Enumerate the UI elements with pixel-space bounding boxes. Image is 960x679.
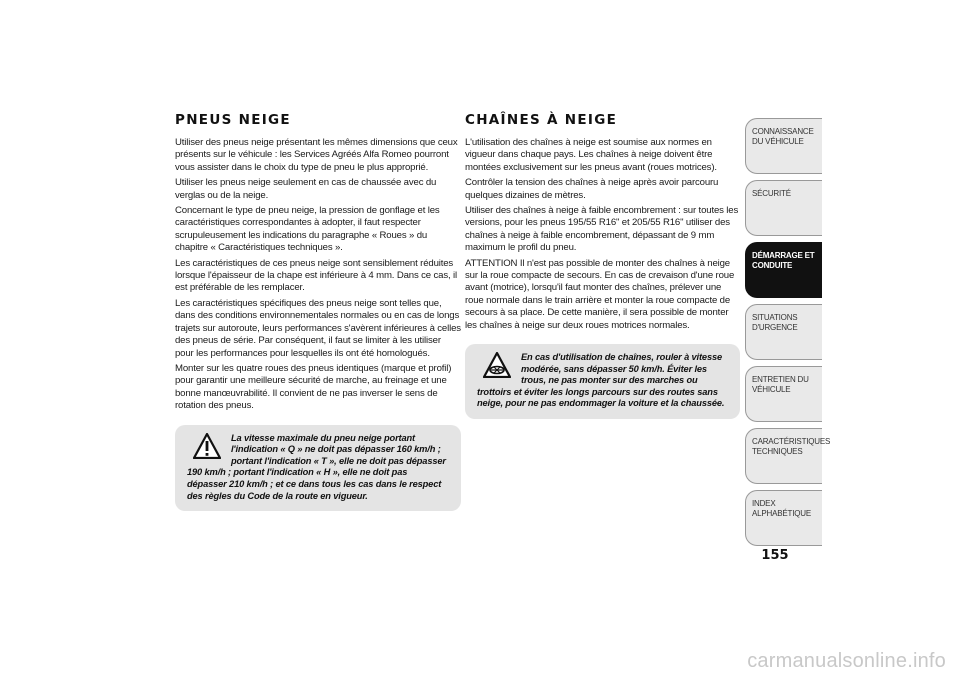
warning-box-chains xyxy=(465,344,740,419)
paragraph: Contrôler la tension des chaînes à neige après avoir parcouru quelques dizaines de mètres. xyxy=(465,177,719,201)
tab-demarrage-conduite[interactable]: DÉMARRAGE ET CONDUITE xyxy=(745,242,822,298)
tab-entretien-vehicule[interactable]: ENTRETIEN DU VÉHICULE xyxy=(745,366,822,422)
page-number: 155 xyxy=(761,548,789,563)
warning-text: La vitesse maximale du pneu neige portant l'indication « Q » ne doit pas dépasser 160 km/h ; portant l'indication « T », elle ne doit pas dépasser 190 km/h ; portant l'indication « H », elle ne doit pas dépasser 210 km/h ; et ce dans tous les cas dans le respect des règles du Code de la route en vigueur. xyxy=(187,432,446,501)
chapter-tabs xyxy=(745,118,831,552)
tab-securite[interactable]: SÉCURITÉ xyxy=(745,180,822,236)
tab-situations-urgence[interactable]: SITUATIONS D'URGENCE xyxy=(745,304,822,360)
paragraph: Monter sur les quatre roues des pneus identiques (marque et profil) pour garantir une meilleure sécurité de marche, au freinage et une bonne manœuvrabilité. Il convient de ne pas inverser le sens de rotation des pneus. xyxy=(175,362,452,412)
paragraph: Concernant le type de pneu neige, la pression de gonflage et les caractéristiques correspondantes à adopter, il faut respecter scrupuleusement les indications du paragraphe « Roues » du chapitre « Caractéristiques techniques ». xyxy=(175,205,440,254)
snow-chain-icon xyxy=(483,352,511,378)
tab-caracteristiques-techniques[interactable]: CARACTÉRISTIQUES TECHNIQUES xyxy=(745,428,822,484)
paragraph: Utiliser des chaînes à neige à faible encombrement : sur toutes les versions, pour les pneus 195/55 R16" et 205/55 R16" utiliser des chaînes à neige à faible encombrement, dépassant de 9 mm maximum le profil du pneu. xyxy=(465,205,739,254)
tab-connaissance-vehicule[interactable]: CONNAISSANCE DU VÉHICULE xyxy=(745,118,822,174)
tab-index-alphabetique[interactable]: INDEX ALPHABÉTIQUE xyxy=(745,490,822,546)
paragraph: Utiliser des pneus neige présentant les mêmes dimensions que ceux présents sur le véhicule : les Services Agréés Alfa Romeo pourront vous assister dans le choix du type de pneu le plus approprié. xyxy=(175,137,458,173)
section-title-pneus-neige: PNEUS NEIGE xyxy=(175,112,291,128)
right-column xyxy=(465,112,740,419)
left-column xyxy=(175,112,461,511)
section-title-chaines-neige: CHAÎNES À NEIGE xyxy=(465,112,618,128)
warning-text: En cas d'utilisation de chaînes, rouler à vitesse modérée, sans dépasser 50 km/h. Éviter les trous, ne pas monter sur des marches ou trottoirs et éviter les longs parcours sur des routes sans neige, pour ne pas endommager la voiture et la chaussée. xyxy=(477,352,725,409)
paragraph: L'utilisation des chaînes à neige est soumise aux normes en vigueur dans chaque pays. Les chaînes à neige doivent être montées exclusivement sur les pneus avant (roues motrices). xyxy=(465,137,717,173)
paragraph: Les caractéristiques spécifiques des pneus neige sont telles que, dans des conditions environnementales normales ou en cas de longs trajets sur autoroute, leurs performances s'avèrent inférieures à celles des pneus de série. Par conséquent, il faut se limiter à les utiliser pour les performances pour lesquelles ils ont été homologués. xyxy=(175,297,461,359)
warning-triangle-icon xyxy=(193,433,221,459)
paragraph: ATTENTION Il n'est pas possible de monter des chaînes à neige sur la roue compacte de secours. En cas de crevaison d'une roue avant (motrice), lorsqu'il faut monter des chaînes, prélever une roue normale dans le train arrière et monter la roue compacte de secours à sa place. De cette manière, il sera possible de monter les chaînes à neige sur deux roues motrices normales. xyxy=(465,257,735,331)
warning-box-speed xyxy=(175,425,461,512)
paragraph: Utiliser les pneus neige seulement en cas de chaussée avec du verglas ou de la neige. xyxy=(175,177,437,201)
paragraph: Les caractéristiques de ces pneus neige sont sensiblement réduites lorsque l'épaisseur de la chape est inférieure à 4 mm. Dans ce cas, il est préférable de les remplacer. xyxy=(175,257,457,294)
watermark: carmanualsonline.info xyxy=(747,650,946,672)
